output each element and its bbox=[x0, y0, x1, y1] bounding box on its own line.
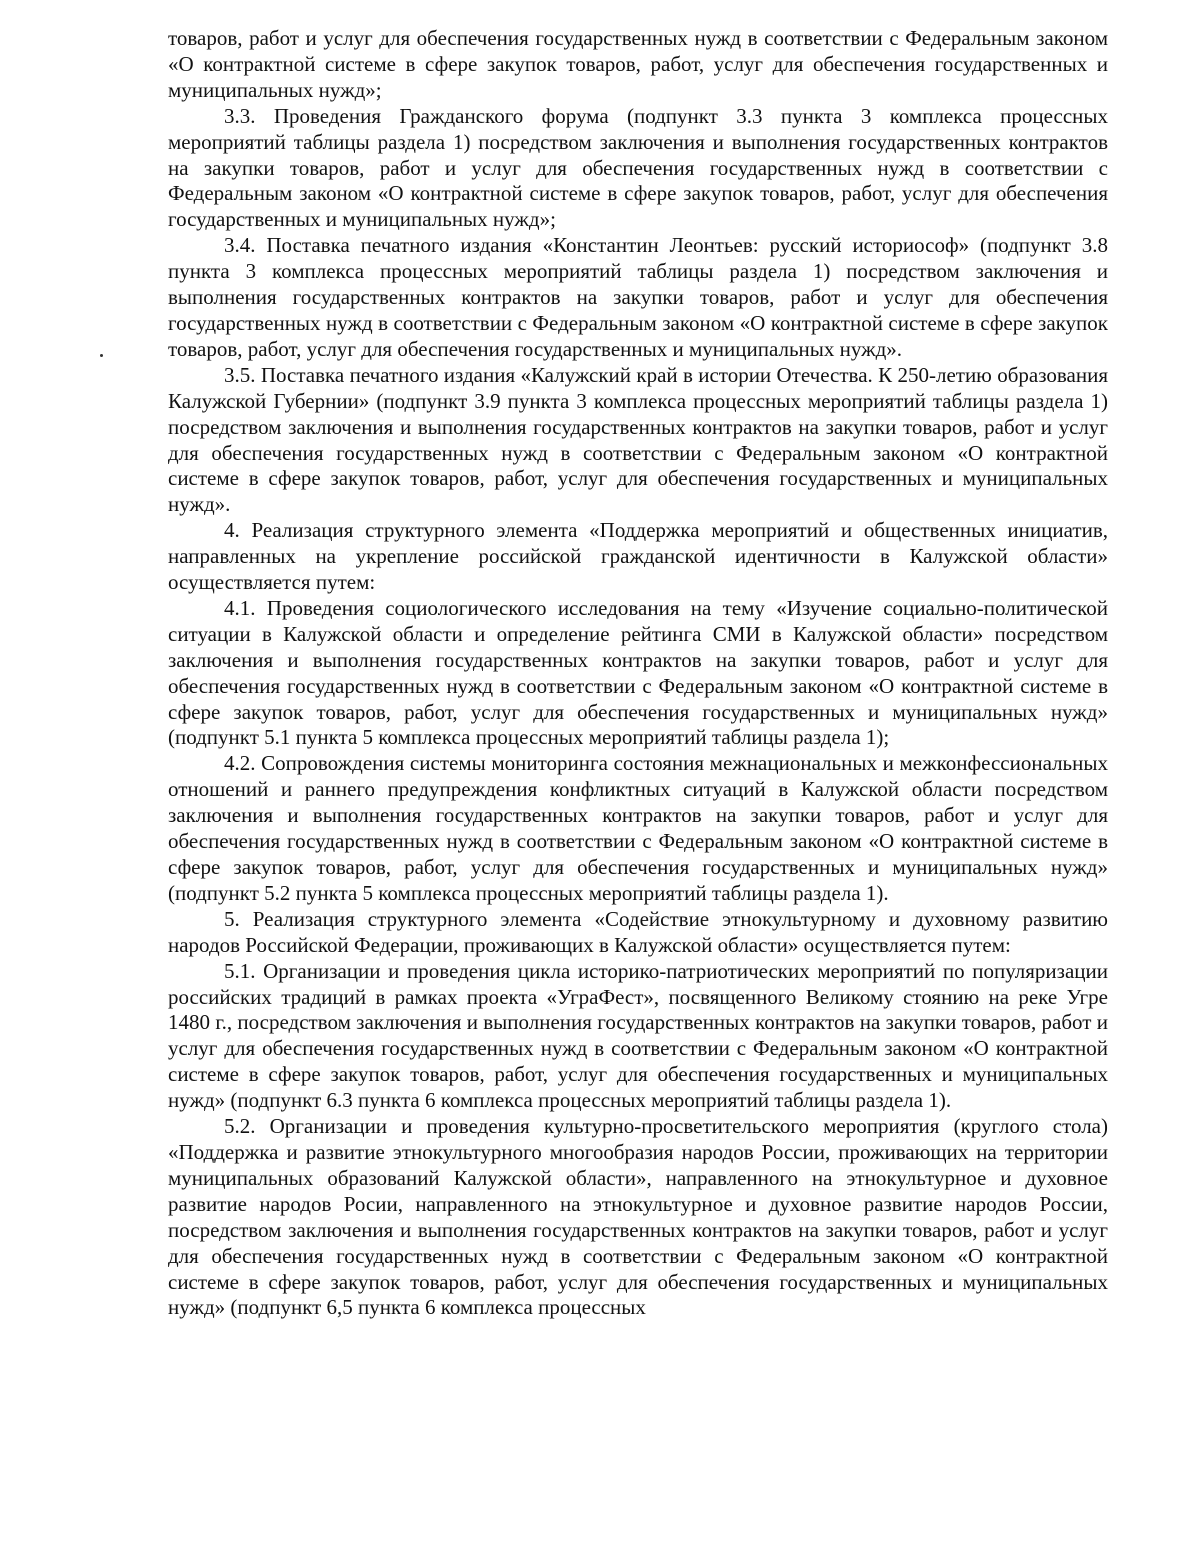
paragraph-5-2: 5.2. Организации и проведения культурно-просветительского мероприятия (круглого стола) «Поддержка и развитие этнокультурного многообразия народов России, проживающих на территории муниципальных образований Калужской области», направленного на этнокультурное и духовное развитие народов Росии, направленного на этнокультурное и духовное развитие народов России, посредством заключения и выполнения государственных контрактов на закупки товаров, работ и услуг для обеспечения государственных нужд в соответствии с Федеральным законом «О контрактной системе в сфере закупок товаров, работ, услуг для обеспечения государственных и муниципальных нужд» (подпункт 6,5 пункта 6 комплекса процессных bbox=[168, 1114, 1108, 1320]
paragraph-4-2: 4.2. Сопровождения системы мониторинга состояния межнациональных и межконфессиональных отношений и раннего предупреждения конфликтных ситуаций в Калужской области посредством заключения и выполнения государственных контрактов на закупки товаров, работ и услуг для обеспечения государственных нужд в соответствии с Федеральным законом «О контрактной системе в сфере закупок товаров, работ, услуг для обеспечения государственных и муниципальных нужд» (подпункт 5.2 пункта 5 комплекса процессных мероприятий таблицы раздела 1). bbox=[168, 751, 1108, 905]
paragraph-continuation: товаров, работ и услуг для обеспечения государственных нужд в соответствии с Федеральным законом «О контрактной системе в сфере закупок товаров, работ, услуг для обеспечения государственных и муниципальных нужд»; bbox=[168, 26, 1108, 102]
paragraph-4-1: 4.1. Проведения социологического исследования на тему «Изучение социально-политической ситуации в Калужской области и определение рейтинга СМИ в Калужской области» посредством заключения и выполнения государственных контрактов на закупки товаров, работ и услуг для обеспечения государственных нужд в соответствии с Федеральным законом «О контрактной системе в сфере закупок товаров, работ, услуг для обеспечения государственных и муниципальных нужд» (подпункт 5.1 пункта 5 комплекса процессных мероприятий таблицы раздела 1); bbox=[168, 595, 1108, 750]
paragraph-3-4: 3.4. Поставка печатного издания «Константин Леонтьев: русский историософ» (подпункт 3.8 пункта 3 комплекса процессных мероприятий таблицы раздела 1) посредством заключения и выполнения государственных контрактов на закупки товаров, работ и услуг для обеспечения государственных нужд в соответствии с Федеральным законом «О контрактной системе в сфере закупок товаров, работ, услуг для обеспечения государственных и муниципальных нужд». bbox=[168, 233, 1108, 361]
paragraph-3-5: 3.5. Поставка печатного издания «Калужский край в истории Отечества. К 250-летию образования Калужской Губернии» (подпункт 3.9 пункта 3 комплекса процессных мероприятий таблицы раздела 1) посредством заключения и выполнения государственных контрактов на закупки товаров, работ и услуг для обеспечения государственных нужд в соответствии с Федеральным законом «О контрактной системе в сфере закупок товаров, работ, услуг для обеспечения государственных и муниципальных нужд». bbox=[168, 362, 1108, 517]
paragraph-5-1: 5.1. Организации и проведения цикла историко-патриотических мероприятий по популяризации российских традиций в рамках проекта «УграФест», посвященного Великому стоянию на реке Угре 1480 г., посредством заключения и выполнения государственных контрактов на закупки товаров, работ и услуг для обеспечения государственных нужд в соответствии с Федеральным законом «О контрактной системе в сфере закупок товаров, работ, услуг для обеспечения государственных и муниципальных нужд» (подпункт 6.3 пункта 6 комплекса процессных мероприятий таблицы раздела 1). bbox=[168, 958, 1108, 1113]
paragraph-3-3: 3.3. Проведения Гражданского форума (подпункт 3.3 пункта 3 комплекса процессных мероприятий таблицы раздела 1) посредством заключения и выполнения государственных контрактов на закупки товаров, работ и услуг для обеспечения государственных нужд в соответствии с Федеральным законом «О контрактной системе в сфере закупок товаров, работ, услуг для обеспечения государственных и муниципальных нужд»; bbox=[168, 103, 1108, 232]
scan-speck bbox=[100, 354, 103, 357]
paragraph-4: 4. Реализация структурного элемента «Поддержка мероприятий и общественных инициатив, направленных на укрепление российской гражданской идентичности в Калужской области» осуществляется путем: bbox=[168, 518, 1108, 595]
document-body bbox=[168, 26, 1108, 1321]
paragraph-5: 5. Реализация структурного элемента «Содействие этнокультурному и духовному развитию народов Российской Федерации, проживающих в Калужской области» осуществляется путем: bbox=[168, 906, 1108, 957]
